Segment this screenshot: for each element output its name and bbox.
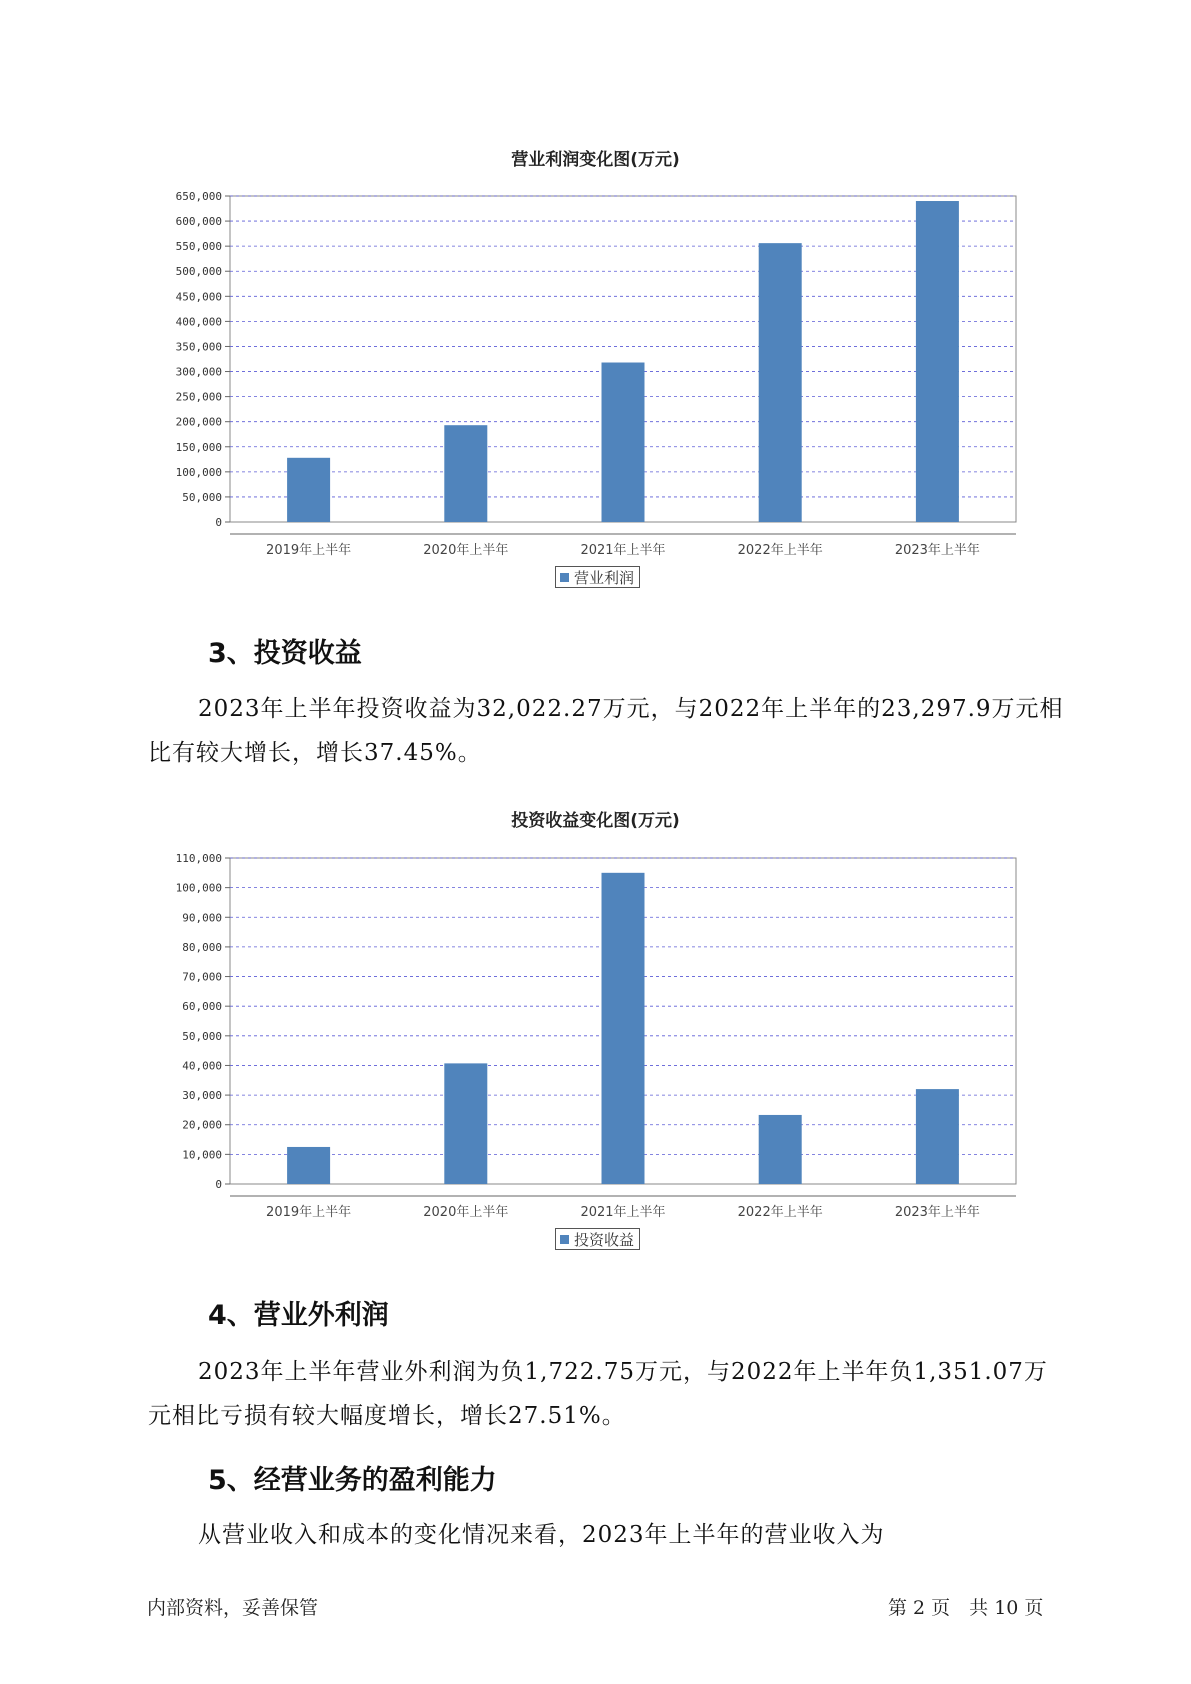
- x-tick-label: 2019年上半年: [266, 1205, 352, 1220]
- investment-income-chart: [0, 838, 1191, 1218]
- legend-label: 投资收益: [574, 1230, 635, 1249]
- y-tick-label: 0: [215, 1178, 222, 1191]
- chart-title-operating-profit: 营业利润变化图(万元): [511, 150, 680, 170]
- y-tick-label: 30,000: [182, 1089, 222, 1103]
- x-tick-label: 2022年上半年: [737, 543, 823, 558]
- y-tick-label: 90,000: [182, 911, 222, 925]
- chart-title-investment-income: 投资收益变化图(万元): [511, 811, 680, 831]
- x-tick-label: 2020年上半年: [423, 1205, 509, 1220]
- operating-profit-chart: [0, 176, 1191, 556]
- bar: [759, 1115, 802, 1184]
- legend-investment-income: [555, 1228, 640, 1250]
- bar: [916, 1089, 959, 1184]
- legend-operating-profit: [555, 566, 640, 588]
- y-tick-label: 350,000: [175, 340, 222, 354]
- paragraph-non-operating-profit: 2023年上半年营业外利润为负1,722.75万元，与2022年上半年负1,351.07万元相比亏损有较大幅度增长，增长27.51%。: [148, 1359, 1048, 1429]
- legend-swatch: [560, 573, 569, 582]
- x-tick-label: 2021年上半年: [580, 543, 666, 558]
- footer-confidential: 内部资料，妥善保管: [147, 1597, 319, 1619]
- bar: [759, 243, 802, 522]
- y-tick-label: 50,000: [182, 490, 222, 504]
- section-heading-investment-income: 3、投资收益: [208, 638, 362, 669]
- y-tick-label: 250,000: [175, 390, 222, 404]
- y-tick-label: 80,000: [182, 940, 222, 954]
- paragraph-investment-income: 2023年上半年投资收益为32,022.27万元，与2022年上半年的23,297.9万元相比有较大增长，增长37.45%。: [148, 696, 1064, 766]
- legend-label: 营业利润: [574, 568, 635, 587]
- y-tick-label: 200,000: [175, 415, 222, 429]
- legend-swatch: [560, 1235, 569, 1244]
- y-tick-label: 400,000: [175, 315, 222, 329]
- y-tick-label: 70,000: [182, 970, 222, 984]
- paragraph-profitability: 从营业收入和成本的变化情况来看，2023年上半年的营业收入为: [198, 1522, 885, 1548]
- y-tick-label: 10,000: [182, 1148, 222, 1162]
- footer-page-number: 第 2 页 共 10 页: [888, 1597, 1044, 1619]
- y-tick-label: 110,000: [175, 852, 222, 865]
- x-tick-label: 2021年上半年: [580, 1205, 666, 1220]
- x-tick-label: 2019年上半年: [266, 543, 352, 558]
- y-tick-label: 150,000: [175, 440, 222, 454]
- y-tick-label: 0: [215, 516, 222, 529]
- y-tick-label: 600,000: [175, 215, 222, 229]
- y-tick-label: 550,000: [175, 240, 222, 254]
- y-tick-label: 300,000: [175, 365, 222, 379]
- x-tick-label: 2023年上半年: [894, 543, 980, 558]
- y-tick-label: 650,000: [175, 190, 222, 203]
- y-tick-label: 100,000: [175, 881, 222, 895]
- bar: [287, 458, 330, 522]
- bar: [444, 1063, 487, 1184]
- section-heading-profitability: 5、经营业务的盈利能力: [208, 1465, 497, 1496]
- x-tick-label: 2020年上半年: [423, 543, 509, 558]
- bar: [287, 1147, 330, 1184]
- bar: [602, 363, 645, 522]
- y-tick-label: 500,000: [175, 265, 222, 279]
- y-tick-label: 450,000: [175, 290, 222, 304]
- x-tick-label: 2023年上半年: [894, 1205, 980, 1220]
- x-tick-label: 2022年上半年: [737, 1205, 823, 1220]
- bar: [602, 873, 645, 1184]
- bar: [916, 201, 959, 522]
- section-heading-non-operating-profit: 4、营业外利润: [208, 1300, 389, 1331]
- y-tick-label: 20,000: [182, 1118, 222, 1132]
- y-tick-label: 40,000: [182, 1059, 222, 1073]
- y-tick-label: 50,000: [182, 1029, 222, 1043]
- y-tick-label: 60,000: [182, 1000, 222, 1014]
- bar: [444, 425, 487, 522]
- y-tick-label: 100,000: [175, 465, 222, 479]
